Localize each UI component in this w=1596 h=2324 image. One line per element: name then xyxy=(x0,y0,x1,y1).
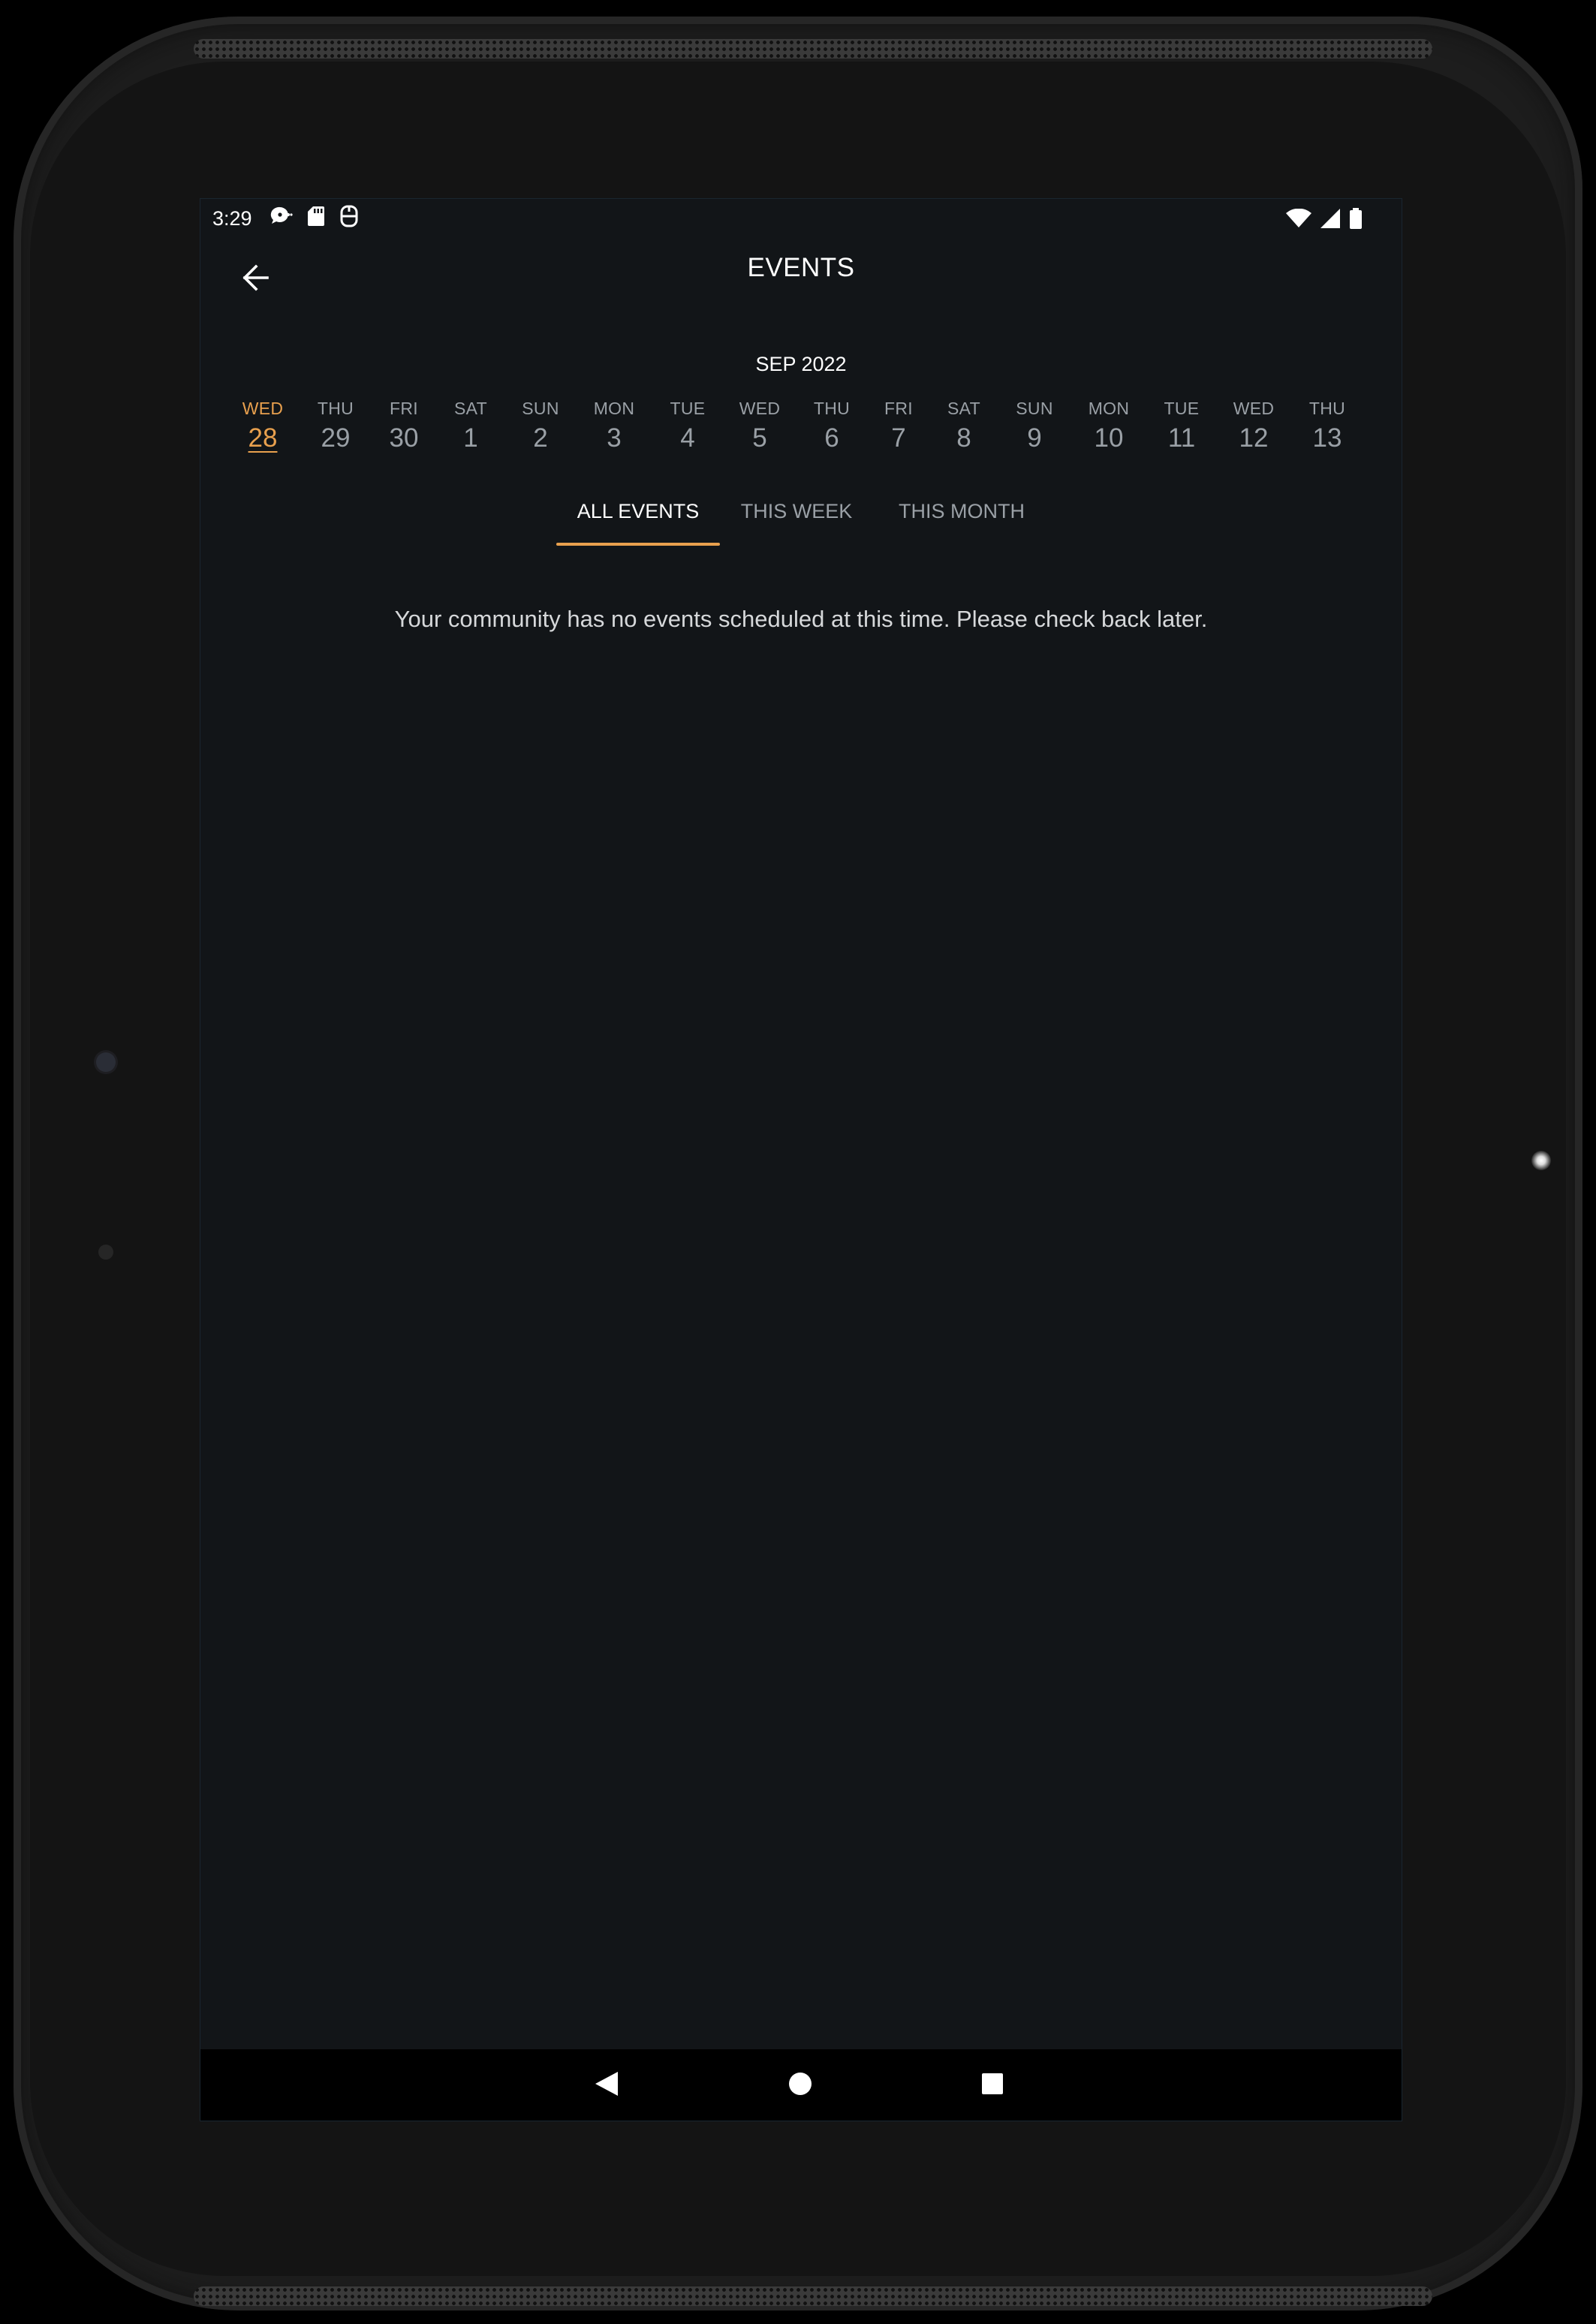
status-bar xyxy=(200,199,1402,238)
date-weekday: FRI xyxy=(390,399,418,418)
nav-home-icon xyxy=(788,2072,812,2100)
date-item-selected[interactable] xyxy=(229,399,297,453)
date-item[interactable] xyxy=(798,399,866,453)
date-item[interactable] xyxy=(1148,399,1215,453)
date-weekday: TUE xyxy=(1164,399,1200,418)
date-item[interactable] xyxy=(1220,399,1287,453)
nav-recents-button[interactable] xyxy=(975,2068,1010,2103)
date-number: 10 xyxy=(1094,423,1124,453)
active-tab-indicator xyxy=(556,543,720,546)
system-nav-bar xyxy=(200,2049,1402,2121)
date-weekday: THU xyxy=(317,399,354,418)
tab-this-month[interactable]: THIS MONTH xyxy=(899,500,1025,522)
chat-notification-icon xyxy=(270,206,293,232)
date-number: 9 xyxy=(1027,423,1042,453)
date-item[interactable] xyxy=(726,399,793,453)
screen xyxy=(200,199,1402,2121)
date-number: 29 xyxy=(321,423,351,453)
date-item[interactable] xyxy=(370,399,438,453)
date-number: 11 xyxy=(1167,423,1196,453)
date-item[interactable] xyxy=(865,399,932,453)
tab-all-events[interactable]: ALL EVENTS xyxy=(577,500,700,522)
date-number: 4 xyxy=(680,423,695,453)
date-weekday: THU xyxy=(1308,399,1346,418)
nav-back-button[interactable] xyxy=(589,2068,624,2103)
sd-card-icon xyxy=(308,206,324,232)
date-weekday: TUE xyxy=(670,399,706,418)
date-item[interactable] xyxy=(1001,399,1068,453)
date-item[interactable] xyxy=(302,399,369,453)
date-number: 1 xyxy=(463,423,478,453)
front-camera xyxy=(96,1052,116,1072)
status-time: 3:29 xyxy=(212,206,252,230)
date-number: 5 xyxy=(752,423,767,453)
date-number: 8 xyxy=(956,423,971,453)
date-weekday: WED xyxy=(242,399,284,418)
date-number: 2 xyxy=(533,423,548,453)
date-weekday: SUN xyxy=(1016,399,1053,418)
date-number: 12 xyxy=(1239,423,1269,453)
arrow-back-icon xyxy=(241,263,270,296)
date-weekday: SAT xyxy=(947,399,980,418)
date-number: 13 xyxy=(1312,423,1342,453)
date-weekday: WED xyxy=(1233,399,1275,418)
app-bar xyxy=(200,238,1402,328)
page-title: EVENTS xyxy=(747,253,855,282)
top-speaker-grille xyxy=(194,39,1432,59)
wifi-icon xyxy=(1286,209,1311,233)
bottom-speaker-grille xyxy=(194,2286,1432,2306)
date-item[interactable] xyxy=(580,399,648,453)
date-number: 7 xyxy=(891,423,906,453)
date-number: 30 xyxy=(389,423,419,453)
tab-this-week[interactable]: THIS WEEK xyxy=(740,500,853,522)
nav-recents-icon xyxy=(981,2073,1004,2099)
date-item[interactable] xyxy=(654,399,721,453)
date-weekday: FRI xyxy=(884,399,913,418)
month-label: SEP 2022 xyxy=(755,353,847,375)
date-weekday: MON xyxy=(1088,399,1130,418)
date-weekday: MON xyxy=(593,399,635,418)
date-weekday: THU xyxy=(813,399,851,418)
empty-state-message: Your community has no events scheduled at this time. Please check back later. xyxy=(394,606,1208,632)
proximity-sensor xyxy=(98,1245,113,1260)
date-weekday: SAT xyxy=(454,399,487,418)
date-strip xyxy=(200,399,1402,466)
filter-tabs xyxy=(200,492,1402,549)
date-item[interactable] xyxy=(507,399,574,453)
date-item[interactable] xyxy=(437,399,504,453)
date-item[interactable] xyxy=(1293,399,1361,453)
nav-home-button[interactable] xyxy=(783,2068,818,2103)
date-number: 3 xyxy=(607,423,622,453)
date-number: 6 xyxy=(824,423,839,453)
battery-icon xyxy=(1349,208,1363,234)
date-item[interactable] xyxy=(930,399,998,453)
cell-signal-icon xyxy=(1320,209,1340,233)
date-number: 28 xyxy=(248,423,278,453)
nav-back-icon xyxy=(594,2070,619,2101)
notification-light xyxy=(1531,1151,1551,1170)
back-button[interactable] xyxy=(230,254,280,304)
date-item[interactable] xyxy=(1075,399,1143,453)
date-weekday: WED xyxy=(739,399,781,418)
date-weekday: SUN xyxy=(522,399,559,418)
usb-debug-icon xyxy=(339,205,359,233)
